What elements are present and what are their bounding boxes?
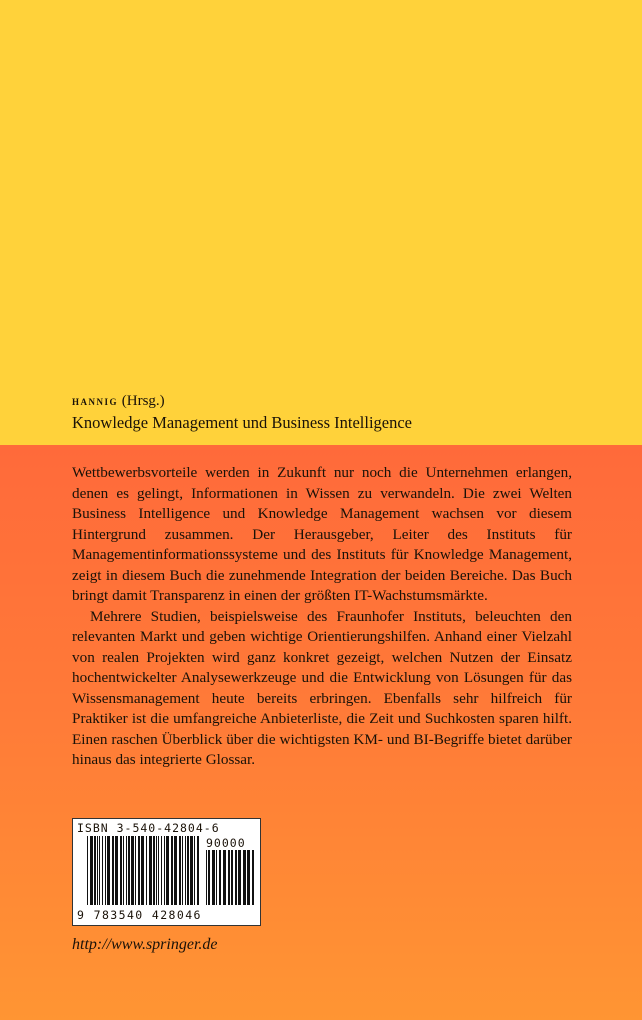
barcode-bar (105, 836, 106, 905)
barcode-bar (102, 836, 103, 905)
barcode-bar (187, 836, 189, 905)
barcode-bar (107, 836, 110, 905)
barcode-bar (138, 836, 140, 905)
barcode-ean-number: 9 783540 428046 (77, 908, 202, 922)
barcode-bar (94, 836, 96, 905)
barcode-bar (235, 850, 237, 905)
barcode-bar (141, 836, 144, 905)
barcode-bar (123, 836, 124, 905)
barcode-bar (238, 850, 241, 905)
barcode-bar (231, 850, 233, 905)
barcode-bar (182, 836, 183, 905)
barcode-bar (126, 836, 127, 905)
back-cover-blurb (72, 463, 572, 771)
barcode-bar (112, 836, 114, 905)
blurb-paragraph-2: Mehrere Studien, beispielsweise des Fraunhofer Instituts, beleuchten den relevanten Markt und geben wichtige Orientierungshilfen. Anhand einer Vielzahl von realen Projekten wird ganz konkret gezeigt, welchen Nutzen der Einsatz hochentwickelter Analysewerkzeuge und die Entwicklung von Lösungen für das Wissensmanagement heute bereits erbringen. Ebenfalls sehr hilfreich für Praktiker ist die umfangreiche Anbieterliste, die Zeit und Suchkosten sparen hilft. Einen raschen Überblick über die wichtigsten KM- und BI-Begriffe bietet darüber hinaus das integrierte Glossar. (72, 607, 572, 768)
barcode-bar (161, 836, 162, 905)
barcode-bar (208, 850, 210, 905)
barcode-bar (153, 836, 155, 905)
barcode-bar (120, 836, 122, 905)
barcode-bar (174, 836, 177, 905)
barcode-bar (206, 850, 207, 905)
barcode-bar (146, 836, 147, 905)
publisher-url: http://www.springer.de (72, 936, 218, 953)
barcode-bar (216, 850, 217, 905)
barcode-bar (247, 850, 250, 905)
barcode-bar (228, 850, 230, 905)
barcode-bar (212, 850, 215, 905)
barcode-bar (179, 836, 181, 905)
barcode-bar (164, 836, 165, 905)
barcode-bar (190, 836, 193, 905)
author-line (72, 392, 165, 410)
barcode-bar (149, 836, 152, 905)
barcode-bar (87, 836, 88, 905)
barcode-bar (243, 850, 246, 905)
barcode-bar (90, 836, 93, 905)
barcode-bar (219, 850, 221, 905)
book-title: Knowledge Management und Business Intelligence (72, 413, 412, 432)
barcode-bar (135, 836, 136, 905)
barcode-bar (156, 836, 157, 905)
blurb-paragraph-1: Wettbewerbsvorteile werden in Zukunft nur noch die Unternehmen erlangen, denen es gelingt, Informationen in Wissen zu verwandeln. Die zwei Welten Business Intelligence und Knowledge Management wachsen vor diesem Hintergrund zusammen. Der Herausgeber, Leiter des Instituts für Managementinformationssysteme und des Instituts für Knowledge Management, zeigt in diesem Buch die zunehmende Integration der beiden Bereiche. Das Buch bringt damit Transparenz in einen der größten IT-Wachstumsmärkte. (72, 464, 572, 604)
barcode-bar (171, 836, 173, 905)
barcode-bar (99, 836, 100, 905)
author-name: hannig (72, 393, 119, 408)
barcode-bar (166, 836, 169, 905)
barcode-bar (158, 836, 159, 905)
barcode (72, 818, 261, 926)
barcode-bar (194, 836, 195, 905)
barcode-bar (197, 836, 199, 905)
barcode-bar (252, 850, 254, 905)
barcode-bar (115, 836, 118, 905)
barcode-bar (131, 836, 134, 905)
barcode-bar (223, 850, 226, 905)
author-suffix: (Hrsg.) (118, 393, 165, 409)
barcode-addon-number: 90000 (206, 836, 246, 850)
top-color-band (0, 0, 642, 445)
barcode-bar (185, 836, 186, 905)
barcode-bar (97, 836, 98, 905)
barcode-bar (128, 836, 130, 905)
barcode-isbn-text: ISBN 3-540-42804-6 (77, 821, 220, 835)
